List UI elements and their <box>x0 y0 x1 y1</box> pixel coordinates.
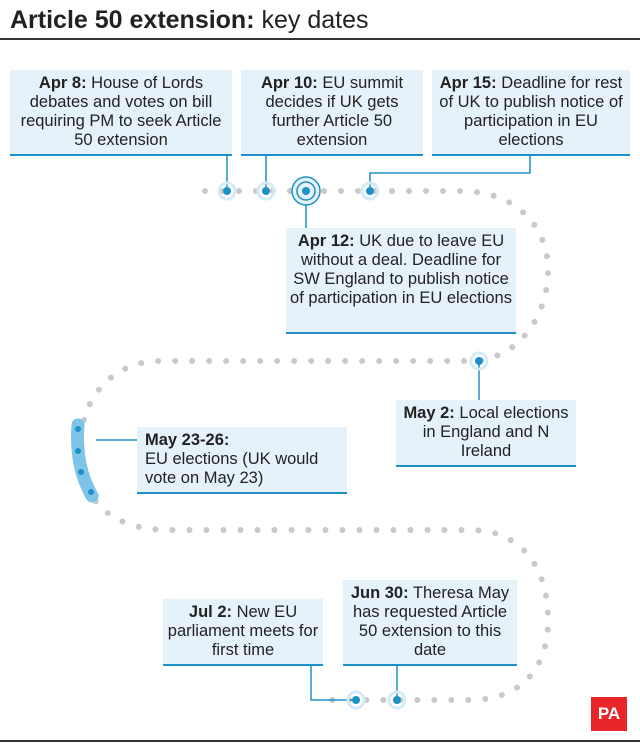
event-text: EU elections (UK would vote on May 23) <box>145 450 319 487</box>
event-may23 <box>137 427 347 494</box>
event-may2 <box>396 400 576 467</box>
bottom-rule <box>0 740 640 742</box>
event-text: Theresa May has requested Article 50 extension to this date <box>352 584 510 659</box>
target-marker-apr12 <box>292 177 320 205</box>
marker-jul2 <box>352 696 360 704</box>
may-elections-arc <box>78 425 92 496</box>
event-text: House of Lords debates and votes on bill requiring PM to seek Article 50 extension <box>20 74 222 149</box>
marker-apr8 <box>223 187 231 195</box>
event-text: New EU parliament meets for first time <box>167 603 319 659</box>
event-text: UK due to leave EU without a deal. Deadline for SW England to publish notice of participation in EU elections <box>290 232 512 307</box>
event-date: Jul 2: <box>188 603 232 621</box>
event-text: EU summit decides if UK gets further Article 50 extension <box>265 74 404 149</box>
marker-jun30 <box>393 696 401 704</box>
event-apr15 <box>432 70 630 156</box>
title-light: key dates <box>261 6 369 34</box>
event-jun30 <box>343 580 517 666</box>
pa-logo: PA <box>591 697 627 731</box>
event-date: Apr 15: <box>439 74 497 92</box>
marker-apr10 <box>262 187 270 195</box>
event-date: Jun 30: <box>350 584 409 602</box>
event-text: Deadline for rest of UK to publish notice of participation in EU elections <box>439 74 623 149</box>
title-bold: Article 50 extension: <box>10 6 255 34</box>
event-date: Apr 12: <box>297 232 355 250</box>
marker-may2 <box>475 357 483 365</box>
event-date: May 23-26: <box>145 431 230 449</box>
event-jul2 <box>163 599 323 666</box>
event-date: May 2: <box>403 404 455 422</box>
event-apr8 <box>10 70 232 156</box>
event-text: Local elections in England and N Ireland <box>422 404 569 460</box>
event-apr12 <box>286 228 516 334</box>
event-date: Apr 10: <box>260 74 318 92</box>
event-date: Apr 8: <box>38 74 87 92</box>
event-apr10 <box>241 70 423 156</box>
marker-apr15 <box>366 187 374 195</box>
connector-apr15 <box>370 155 530 190</box>
